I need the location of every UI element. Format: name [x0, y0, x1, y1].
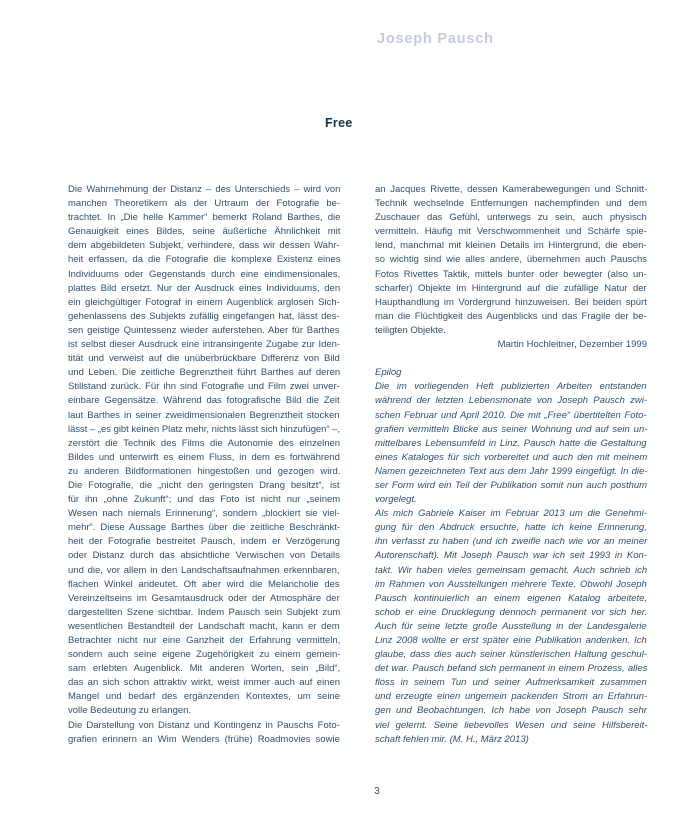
- text-line: takt. Wir haben vieles gemeinsam gemacht. Auch schrieb ich: [375, 564, 648, 576]
- text-line: Pausch kontinuierlich an einem eigenen Katalog arbeitete,: [375, 592, 648, 604]
- text-line: [375, 352, 647, 366]
- text-line: und Leben. Die zeitliche Begrenztheit führt Barthes auf deren: [68, 367, 341, 379]
- text-line: grafien vermitteln Blicke aus seiner Wohnung und auf sein un-: [375, 423, 648, 435]
- text-line: Betrachter nicht nur eine Ganzheit der Erfahrung vermitteln,: [68, 635, 341, 646]
- text-line: laut Barthes in seiner zweidimensionalen Begrenztheit stocken: [68, 409, 340, 421]
- text-line: zerstört die Technik des Films die Autonomie des einzelnen: [68, 437, 341, 449]
- text-line: Genauigkeit eines Bildes, seine äußerliche Ähnlichkeit mit: [68, 226, 341, 238]
- text-line: trachtet. In „Die helle Kammer“ bemerkt Roland Barthes, die: [68, 212, 341, 224]
- text-line: an Jacques Rivette, dessen Kamerabewegungen und Schnitt-: [375, 184, 648, 195]
- text-line: lend, manchmal mit kleinen Details im Hintergrund, die eben-: [375, 240, 647, 252]
- text-line: Epilog: [375, 367, 402, 379]
- text-line: für ihn „ohne Zukunft“; und das Foto ist nicht nur „seinem: [68, 494, 341, 506]
- text-line: Die Fotografie, die „nicht den geringsten Drang besitzt“, ist: [68, 479, 340, 491]
- right-text-column: [375, 183, 647, 747]
- text-line: Haupthandlung im Vordergrund hinzuweisen. Bei beiden spürt: [375, 296, 647, 308]
- text-line: tität und verweist auf die unüberbrückbare Differenz von Bild: [68, 353, 340, 365]
- text-line: Mangel und bedarf des ergänzenden Kontextes, um seine: [68, 691, 340, 703]
- text-line: lässt – „es gibt keinen Platz mehr, nichts lässt sich hinzufügen“ –,: [68, 423, 341, 435]
- text-line: gehenlassens des Subjekts zufällig eingefangen hat, lässt des-: [68, 310, 340, 322]
- text-line: wesentlichen Bestandteil der Landschaft macht, kann er dem: [68, 620, 340, 632]
- text-line: det war. Pausch befand sich permanent in einem Prozess, alles: [375, 663, 648, 675]
- author-header: Joseph Pausch: [377, 31, 494, 47]
- text-line: oder Distanz durch das absichtliche Verwischen von Details: [68, 550, 340, 562]
- text-line: mehr“. Diese Aussage Barthes über die zeitliche Beschränkt-: [68, 522, 341, 534]
- text-line: sen geistige Quintessenz wieder auferstehen. Aber für Barthes: [68, 324, 340, 336]
- text-line: Fotos Rivettes Taktik, mittels bunter oder bewegter (also un-: [375, 268, 647, 280]
- left-text-column: [68, 183, 340, 747]
- text-line: das an sich schon attraktiv wirkt, weist immer auch auf einen: [68, 677, 341, 689]
- text-line: glaube, dass dies auch seiner künstlerischen Haltung geschul-: [375, 649, 647, 661]
- text-line: heit der Fotografie bestreitet Pausch, indem er Verzögerung: [68, 536, 340, 548]
- text-line: Die Wahrnehmung der Distanz – des Unterschieds – wird von: [68, 184, 341, 195]
- text-line: schen Februar und April 2010. Die mit „Free“ übertitelten Foto-: [375, 409, 647, 421]
- text-line: Als mich Gabriele Kaiser im Februar 2013 um die Genehmi-: [375, 508, 647, 520]
- text-line: flachen Winkel andeutet. Oft aber wird die Melancholie des: [68, 578, 340, 590]
- text-line: zu anderen Bildformationen hingestoßen und gezogen wird.: [68, 465, 341, 477]
- text-line: floss in seinem Tun und seiner Aufmerksamkeit zusammen: [375, 677, 647, 689]
- text-line: Die Darstellung von Distanz und Kontingenz in Pauschs Foto-: [68, 719, 340, 731]
- text-line: teiligten Objekte.: [375, 324, 446, 336]
- text-line: man die Flüchtigkeit des Augenblicks und das Fragile der be-: [375, 310, 647, 322]
- text-line: ein gleichgültiger Fotograf in einem Augenblick arglosen Sich-: [68, 296, 340, 308]
- text-line: ser Form wird ein Teil der Publikation somit nun auch posthum: [375, 479, 648, 491]
- text-line: schaft fehlen mir. (M. H., März 2013): [375, 733, 529, 745]
- text-line: und erzeugte einen ungemein packenden Strom an Erfahrun-: [375, 691, 648, 703]
- text-line: so wichtig sind wie alles andere, übernehmen auch Pauschs: [375, 254, 648, 266]
- text-line: Die im vorliegenden Heft publizierten Arbeiten entstanden: [375, 381, 647, 393]
- text-line: im Rahmen von Ausstellungen mehrere Texte. Obwohl Joseph: [375, 578, 647, 590]
- text-line: Vereinzeltseins im Gesamtausdruck oder der Atmosphäre der: [68, 592, 340, 604]
- page-number: 3: [374, 786, 380, 797]
- text-line: sam erlebten Augenblick. Mit anderen Worten, sein „Bild“,: [68, 663, 341, 675]
- text-line: viel gelernt. Seine liebevolles Wesen und seine Hilfsbereit-: [375, 719, 648, 731]
- text-line: dem abgebildeten Subjekt, verhindere, dass wir dessen Wahr-: [68, 240, 340, 252]
- text-line: Stillstand zurück. Für ihn sind Fotografie und Film zwei unver-: [68, 381, 340, 393]
- text-line: ist selbst dieser Ausdruck eine intransingente Zugabe zur Iden-: [68, 339, 341, 351]
- text-line: scharfer) Objekte im Hintergrund auf die zufällige Natur der: [375, 282, 647, 294]
- text-line: schob er eine Drucklegung dennoch permanent vor sich her.: [375, 606, 648, 618]
- text-line: heit erfassen, da die Fotografie die komplexe Existenz eines: [68, 254, 341, 266]
- text-line: Zuschauer das Gefühl, unterwegs zu sein, auch physisch: [375, 212, 647, 224]
- text-line: und die, vor allem in den Landschaftsaufnahmen erkennbaren,: [68, 564, 340, 576]
- text-line: während der letzten Lebensmonate von Joseph Pausch zwi-: [375, 395, 648, 407]
- text-line: Martin Hochleitner, Dezember 1999: [497, 339, 647, 351]
- text-line: Wesen nach niemals Erinnerung“, sondern „blockiert sie viel-: [68, 508, 340, 520]
- text-line: Individuums oder Gegenstands durch eine eindimensionales,: [68, 268, 341, 280]
- text-line: gung für den Abdruck ersuchte, hatte ich keine Erinnerung,: [375, 522, 647, 534]
- text-line: einbare Gegensätze. Während das fotografische Bild die Zeit: [68, 395, 340, 407]
- text-line: Namen gezeichneten Text aus dem Jahr 1999 eingefügt. In die-: [375, 465, 648, 477]
- page-title: Free: [325, 116, 353, 130]
- text-line: mittelbares Lebensumfeld in Linz. Pausch hatte die Gestaltung: [375, 437, 647, 449]
- text-line: volle Bedeutung zu erlangen.: [68, 705, 192, 717]
- text-line: manchen Theoretikern als der Urtraum der Fotografie be-: [68, 198, 341, 210]
- text-line: dargestellten Szene sichtbar. Indem Pausch sein Subjekt zum: [68, 606, 341, 618]
- text-line: Bildes und unterwirft es einem Fluss, in dem es fortwährend: [68, 451, 340, 463]
- text-line: Auch für seine letzte große Ausstellung in der Landesgalerie: [375, 620, 647, 632]
- text-line: eines Kataloges für sich vorbereitet und auch den mit meinem: [375, 451, 648, 463]
- text-line: grafien erinnern an Wim Wenders (frühe) Roadmovies sowie: [68, 733, 340, 745]
- text-line: gen und Beobachtungen. Ich habe von Joseph Pausch sehr: [375, 705, 647, 717]
- text-line: Technik wechselnde Entfernungen nachempfinden und dem: [375, 198, 647, 210]
- text-line: vorgelegt.: [375, 494, 417, 506]
- text-line: vermitteln. Häufig mit Verschwommenheit und Schärfe spie-: [375, 226, 647, 238]
- text-line: ihn verfasst zu haben (und ich zweifle nach wie vor an meiner: [375, 536, 648, 548]
- text-line: plattes Bild ersetzt. Nur der Ausdruck eines Individuums, den: [68, 282, 341, 294]
- text-line: sondern auch seine eigene Zugehörigkeit zu einem gemein-: [68, 649, 341, 661]
- text-line: Linz 2008 wollte er erst später eine Publikation andenken. Ich: [375, 635, 647, 646]
- text-line: Autorenschaft). Mit Joseph Pausch war ich seit 1993 in Kon-: [375, 550, 647, 562]
